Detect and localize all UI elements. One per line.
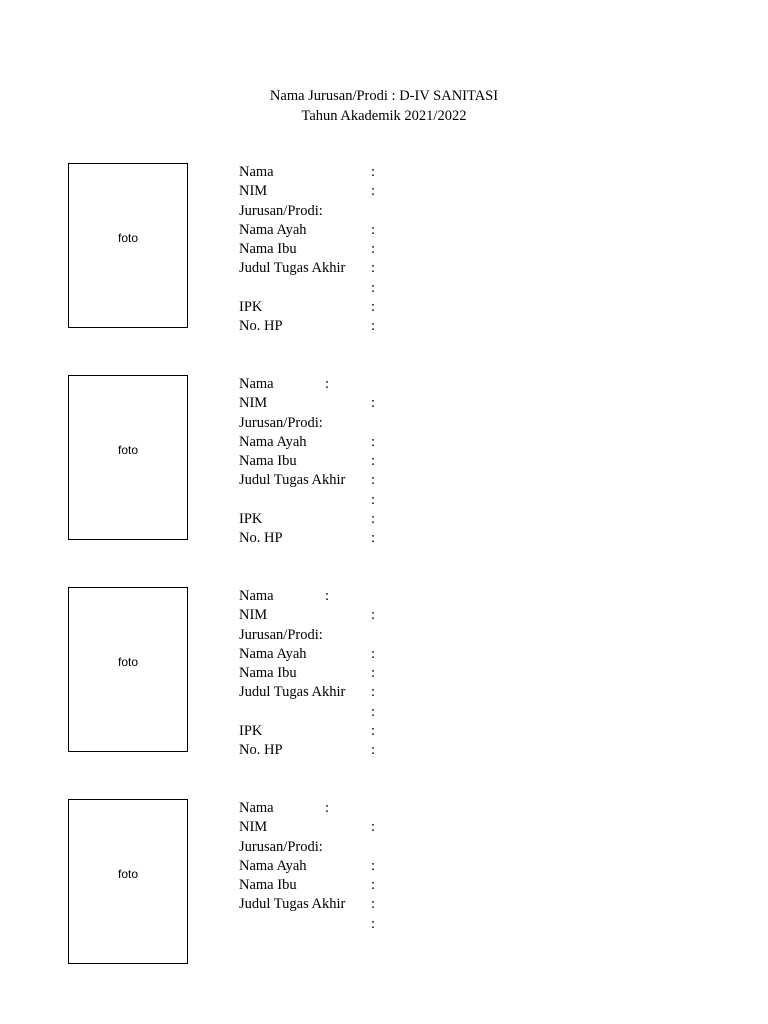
field-colon: : xyxy=(371,472,376,489)
field-colon: : xyxy=(371,896,376,913)
field-jurusan-prodi xyxy=(239,626,439,645)
field-nama-ayah xyxy=(239,857,439,876)
photo-label: foto xyxy=(117,654,138,669)
field-label: Nama Ayah xyxy=(239,645,307,662)
field-nama-ibu xyxy=(239,240,439,259)
student-card xyxy=(0,163,768,353)
field-label: NIM xyxy=(239,183,268,200)
field-label: Jurusan/Prodi: xyxy=(239,202,323,219)
student-card xyxy=(0,375,768,565)
field-label: IPK xyxy=(239,723,263,740)
field-colon: : xyxy=(371,395,376,412)
field-jurusan-prodi xyxy=(239,838,439,857)
field-label: Jurusan/Prodi: xyxy=(239,838,323,855)
photo-placeholder xyxy=(68,163,188,328)
field-ipk xyxy=(239,722,439,741)
field-nama xyxy=(239,799,439,818)
student-fields xyxy=(239,799,439,934)
field-colon: : xyxy=(371,607,376,624)
field-label: NIM xyxy=(239,607,268,624)
field-ipk xyxy=(239,298,439,317)
student-card xyxy=(0,799,768,989)
photo-placeholder xyxy=(68,375,188,540)
field-colon: : xyxy=(371,299,376,316)
field-colon: : xyxy=(371,915,376,932)
field-nim xyxy=(239,394,439,413)
field-judul-tugas-akhir xyxy=(239,259,439,278)
field-colon: : xyxy=(371,857,376,874)
field-judul-tugas-akhir xyxy=(239,471,439,490)
field-colon: : xyxy=(371,453,376,470)
field-colon: : xyxy=(325,376,330,392)
field-label: Judul Tugas Akhir xyxy=(239,472,346,489)
field-label: Nama Ayah xyxy=(239,433,307,450)
field-jurusan-prodi xyxy=(239,202,439,221)
field-label: NIM xyxy=(239,819,268,836)
photo-label: foto xyxy=(117,442,138,457)
field-colon: : xyxy=(371,491,376,508)
field-label: Jurusan/Prodi: xyxy=(239,626,323,643)
field-label: No. HP xyxy=(239,530,283,547)
field-label: No. HP xyxy=(239,318,283,335)
field-nama-ayah xyxy=(239,433,439,452)
student-card xyxy=(0,587,768,777)
field-nama xyxy=(239,587,439,606)
field-nim xyxy=(239,606,439,625)
field-colon: : xyxy=(371,183,376,200)
field-judul-tugas-akhir xyxy=(239,683,439,702)
field-colon: : xyxy=(371,645,376,662)
field-nim xyxy=(239,818,439,837)
field-judul-continuation xyxy=(239,491,439,510)
field-judul-continuation xyxy=(239,279,439,298)
field-colon: : xyxy=(371,742,376,759)
field-nama xyxy=(239,163,439,182)
field-label: No. HP xyxy=(239,742,283,759)
field-label: Judul Tugas Akhir xyxy=(239,684,346,701)
field-label: Nama Ayah xyxy=(239,857,307,874)
photo-label: foto xyxy=(117,230,138,245)
field-colon: : xyxy=(325,588,330,604)
field-judul-tugas-akhir xyxy=(239,895,439,914)
field-nama-ibu xyxy=(239,452,439,471)
field-colon: : xyxy=(371,260,376,277)
student-fields xyxy=(239,375,439,549)
photo-label: foto xyxy=(117,866,138,881)
field-label: Nama xyxy=(239,164,274,180)
field-nama-ayah xyxy=(239,221,439,240)
field-no-hp xyxy=(239,529,439,548)
field-colon: : xyxy=(371,433,376,450)
photo-placeholder xyxy=(68,799,188,964)
field-label: Nama Ibu xyxy=(239,665,297,682)
field-label: Nama xyxy=(239,800,274,816)
academic-year: Tahun Akademik 2021/2022 xyxy=(301,108,467,124)
field-nama-ayah xyxy=(239,645,439,664)
field-nama-ibu xyxy=(239,876,439,895)
field-label: IPK xyxy=(239,511,263,528)
field-jurusan-prodi xyxy=(239,414,439,433)
field-colon: : xyxy=(325,800,330,816)
field-colon: : xyxy=(371,877,376,894)
document-header xyxy=(0,86,768,126)
field-colon: : xyxy=(371,684,376,701)
field-colon: : xyxy=(371,723,376,740)
field-colon: : xyxy=(371,164,376,180)
field-label: Nama Ayah xyxy=(239,221,307,238)
field-colon: : xyxy=(371,511,376,528)
field-nama xyxy=(239,375,439,394)
field-judul-continuation xyxy=(239,915,439,934)
student-fields xyxy=(239,587,439,761)
field-label: IPK xyxy=(239,299,263,316)
field-label: Nama xyxy=(239,588,274,604)
field-label: Nama Ibu xyxy=(239,241,297,258)
field-colon: : xyxy=(371,318,376,335)
student-fields xyxy=(239,163,439,337)
field-label: Nama xyxy=(239,376,274,392)
field-no-hp xyxy=(239,317,439,336)
field-no-hp xyxy=(239,741,439,760)
field-colon: : xyxy=(371,279,376,296)
photo-placeholder xyxy=(68,587,188,752)
field-nim xyxy=(239,182,439,201)
field-colon: : xyxy=(371,819,376,836)
field-colon: : xyxy=(371,241,376,258)
field-ipk xyxy=(239,510,439,529)
field-label: Judul Tugas Akhir xyxy=(239,896,346,913)
field-label: Jurusan/Prodi: xyxy=(239,414,323,431)
field-label: NIM xyxy=(239,395,268,412)
field-label: Nama Ibu xyxy=(239,453,297,470)
field-colon: : xyxy=(371,530,376,547)
field-colon: : xyxy=(371,665,376,682)
field-colon: : xyxy=(371,703,376,720)
field-colon: : xyxy=(371,221,376,238)
field-label: Nama Ibu xyxy=(239,877,297,894)
field-label: Judul Tugas Akhir xyxy=(239,260,346,277)
program-title: Nama Jurusan/Prodi : D-IV SANITASI xyxy=(269,88,499,104)
field-judul-continuation xyxy=(239,703,439,722)
field-nama-ibu xyxy=(239,664,439,683)
